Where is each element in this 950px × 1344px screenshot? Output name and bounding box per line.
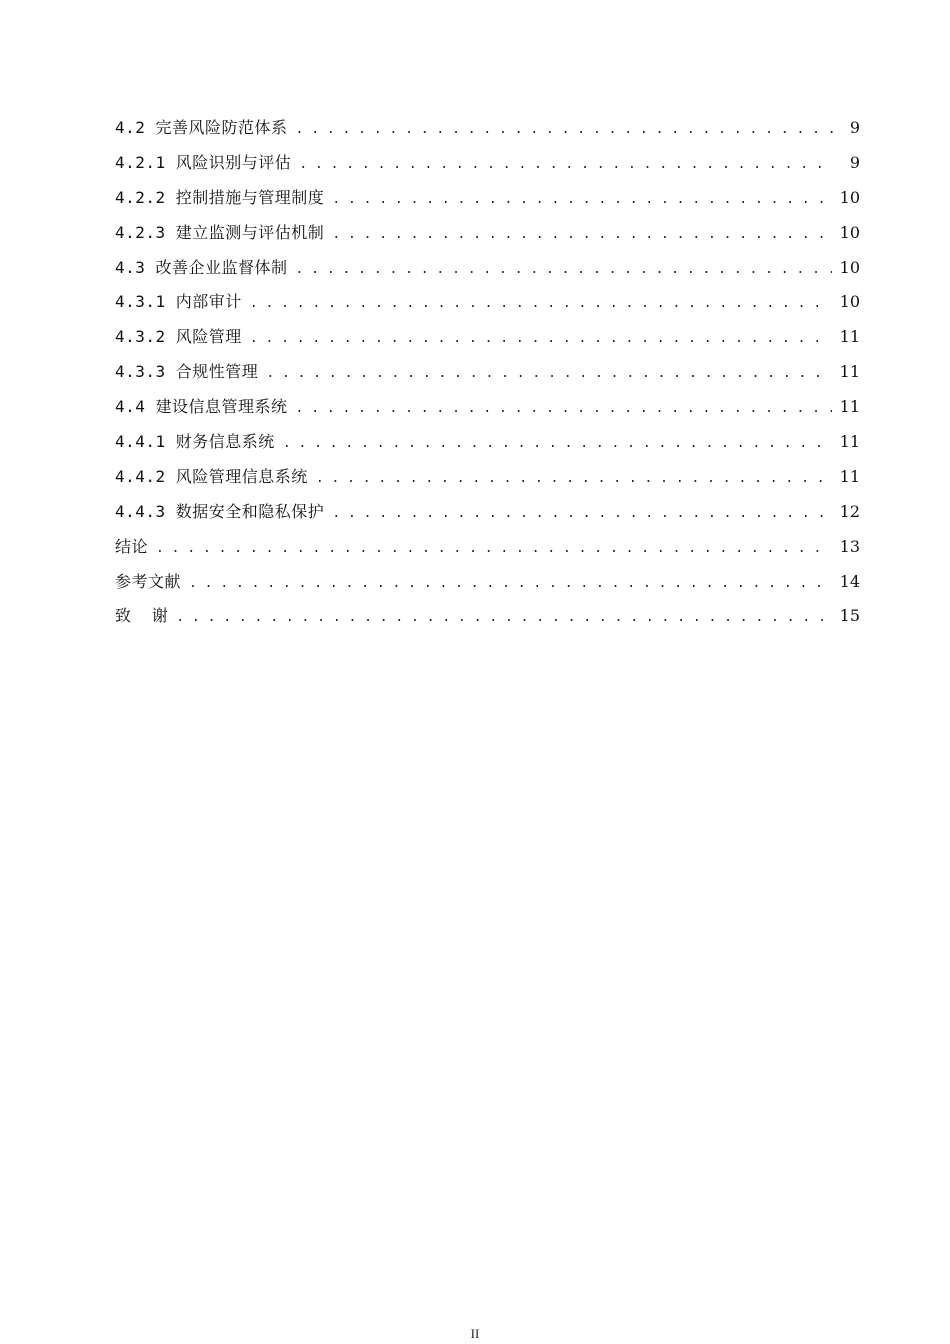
toc-entry-title: 4.2 完善风险防范体系 [115,118,288,137]
toc-entry[interactable] [115,256,860,291]
toc-entry-title: 4.3.2 风险管理 [115,327,242,347]
toc-entry-page: 11 [839,327,860,347]
toc-dot-leader [316,467,832,491]
toc-entry-title: 4.3.3 合规性管理 [115,362,259,382]
toc-dot-leader [332,502,831,526]
toc-entry[interactable] [115,395,860,430]
toc-entry-title: 致 谢 [115,606,169,626]
toc-dot-leader [156,537,832,561]
toc-dot-leader [283,432,832,456]
toc-entry-title: 参考文献 [115,571,182,591]
toc-entry[interactable] [115,570,860,605]
toc-entry-title: 4.4.1 财务信息系统 [115,432,275,452]
toc-entry-page: 14 [839,571,860,591]
toc-entry-title: 4.3 改善企业监督体制 [115,257,288,277]
toc-dot-leader [266,362,831,386]
toc-entry-page: 10 [839,292,860,312]
toc-dot-leader [296,258,832,282]
toc-entry[interactable] [115,116,860,151]
toc-entry[interactable] [115,151,860,186]
toc-entry-page: 13 [839,536,860,556]
toc-entry[interactable] [115,604,860,639]
toc-entry[interactable] [115,465,860,500]
toc-entry-title: 4.2.2 控制措施与管理制度 [115,187,325,207]
page-number-footer: II [470,1326,480,1341]
toc-entry[interactable] [115,290,860,325]
toc-entry-page: 9 [849,118,860,137]
toc-dot-leader [250,292,832,316]
toc-entry-page: 10 [839,257,860,277]
toc-entry-title: 结论 [115,536,149,556]
toc-entry-page: 9 [849,152,860,172]
toc-entry[interactable] [115,535,860,570]
toc-entry[interactable] [115,500,860,535]
toc-dot-leader [332,188,831,212]
toc-dot-leader [332,223,831,247]
toc-entry-page: 15 [839,606,860,626]
toc-dot-leader [250,327,832,351]
toc-entry-title: 4.2.3 建立监测与评估机制 [115,222,325,242]
toc-entry-page: 10 [839,222,860,242]
toc-entry-page: 12 [839,501,860,521]
toc-entry-title: 4.3.1 内部审计 [115,292,242,312]
toc-entry-title: 4.4 建设信息管理系统 [115,397,288,417]
toc-entry-title: 4.4.2 风险管理信息系统 [115,466,308,486]
toc-entry-title: 4.4.3 数据安全和隐私保护 [115,501,325,521]
toc-dot-leader [189,572,832,596]
toc-dot-leader [296,118,834,142]
toc-entry-title: 4.2.1 风险识别与评估 [115,152,292,172]
toc-entry[interactable] [115,325,860,360]
toc-dot-leader [299,153,834,177]
toc-entry[interactable] [115,430,860,465]
toc-entry-page: 11 [839,362,860,382]
toc-entry[interactable] [115,360,860,395]
toc-entry-page: 11 [839,432,860,452]
toc-entry-page: 10 [839,187,860,207]
toc-entry-page: 11 [839,466,860,486]
table-of-contents [115,116,860,639]
toc-entry[interactable] [115,221,860,256]
toc-dot-leader [176,606,831,630]
toc-entry-page: 11 [839,397,860,417]
toc-dot-leader [296,397,832,421]
toc-entry[interactable] [115,186,860,221]
